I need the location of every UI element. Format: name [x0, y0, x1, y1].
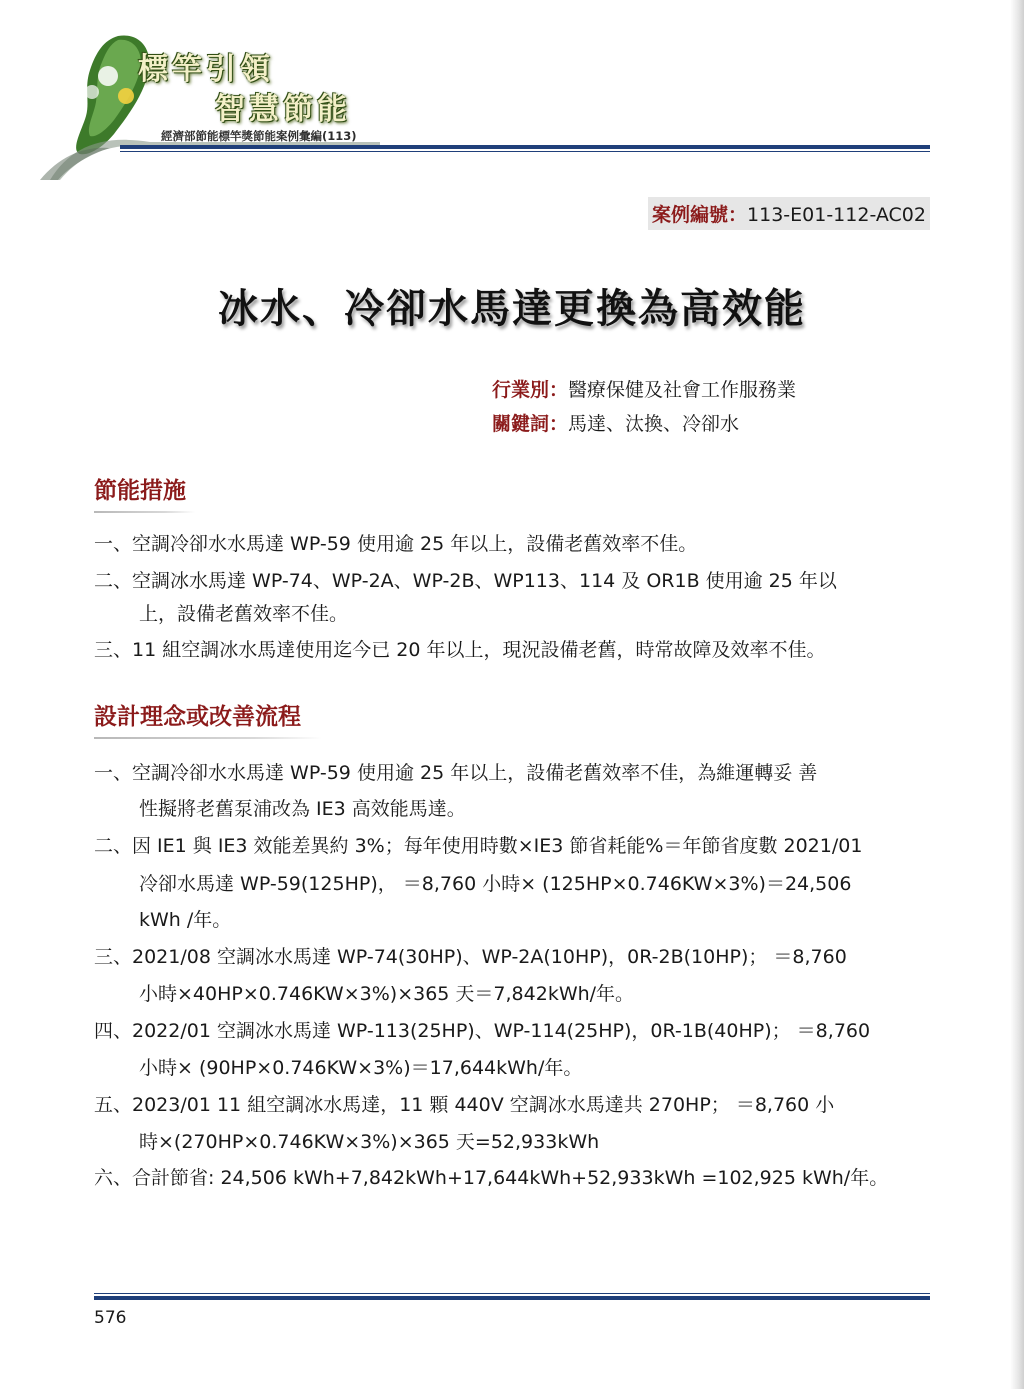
design-line: 四、2022/01 空調冰水馬達 WP-113(25HP)、WP-114(25HP)，0R-1B(40HP)； ＝8,760	[94, 1020, 871, 1042]
design-line: 一、空調冷卻水水馬達 WP-59 使用逾 25 年以上，設備老舊效率不佳，為維運轉妥 善	[94, 762, 818, 784]
keywords-label: 關鍵詞：	[492, 413, 569, 435]
header-rule	[120, 145, 930, 152]
keywords-value: 馬達、汰換、冷卻水	[568, 413, 740, 435]
keywords-row	[492, 409, 739, 436]
design-line: 三、2021/08 空調冰水馬達 WP-74(30HP)、WP-2A(10HP)，0R-2B(10HP)； ＝8,760	[94, 946, 847, 968]
case-number-box	[648, 197, 930, 230]
design-line: 五、2023/01 11 組空調冰水馬達，11 顆 440V 空調冰水馬達共 270HP； ＝8,760 小	[94, 1094, 835, 1116]
measures-line: 上，設備老舊效率不佳。	[139, 603, 349, 625]
design-line: 小時× (90HP×0.746KW×3%)＝17,644kWh/年。	[139, 1057, 583, 1079]
design-line: kWh /年。	[139, 909, 232, 931]
industry-value: 醫療保健及社會工作服務業	[568, 379, 797, 401]
page-number: 576	[94, 1308, 127, 1328]
section-heading-measures: 節能措施	[94, 472, 186, 505]
case-number-value: 113-E01-112-AC02	[747, 204, 926, 226]
footer-rule	[94, 1293, 930, 1300]
design-line: 二、因 IE1 與 IE3 效能差異約 3%；每年使用時數×IE3 節省耗能%＝年節省度數 2021/01	[94, 835, 863, 857]
design-line: 時×(270HP×0.746KW×3%)×365 天=52,933kWh	[139, 1131, 600, 1153]
case-number-label: 案例編號：	[652, 204, 748, 226]
design-line: 性擬將老舊泵浦改為 IE3 高效能馬達。	[139, 798, 466, 820]
header-logo	[30, 30, 390, 180]
logo-slogan-line1: 標竿引領	[138, 52, 274, 87]
design-line: 六、合計節省: 24,506 kWh+7,842kWh+17,644kWh+52,933kWh =102,925 kWh/年。	[94, 1167, 889, 1189]
design-line: 小時×40HP×0.746KW×3%)×365 天＝7,842kWh/年。	[139, 983, 635, 1005]
page-title: 冰水、冷卻水馬達更換為高效能	[218, 286, 806, 332]
measures-line: 二、空調冰水馬達 WP-74、WP-2A、WP-2B、WP113、114 及 OR1B 使用逾 25 年以	[94, 570, 837, 592]
measures-line: 一、空調冷卻水水馬達 WP-59 使用逾 25 年以上，設備老舊效率不佳。	[94, 533, 698, 555]
design-line: 冷卻水馬達 WP-59(125HP)， ＝8,760 小時× (125HP×0.746KW×3%)＝24,506	[139, 873, 852, 895]
measures-line: 三、11 組空調冰水馬達使用迄今已 20 年以上，現況設備老舊，時常故障及效率不佳。	[94, 639, 826, 661]
page-edge-shadow	[1010, 0, 1024, 1389]
section-heading-design: 設計理念或改善流程	[94, 698, 301, 731]
industry-label: 行業別：	[492, 379, 569, 401]
industry-row	[492, 375, 796, 402]
logo-slogan-line2: 智慧節能	[215, 92, 351, 127]
publication-subtitle: 經濟部節能標竿獎節能案例彙編(113)	[161, 129, 357, 143]
